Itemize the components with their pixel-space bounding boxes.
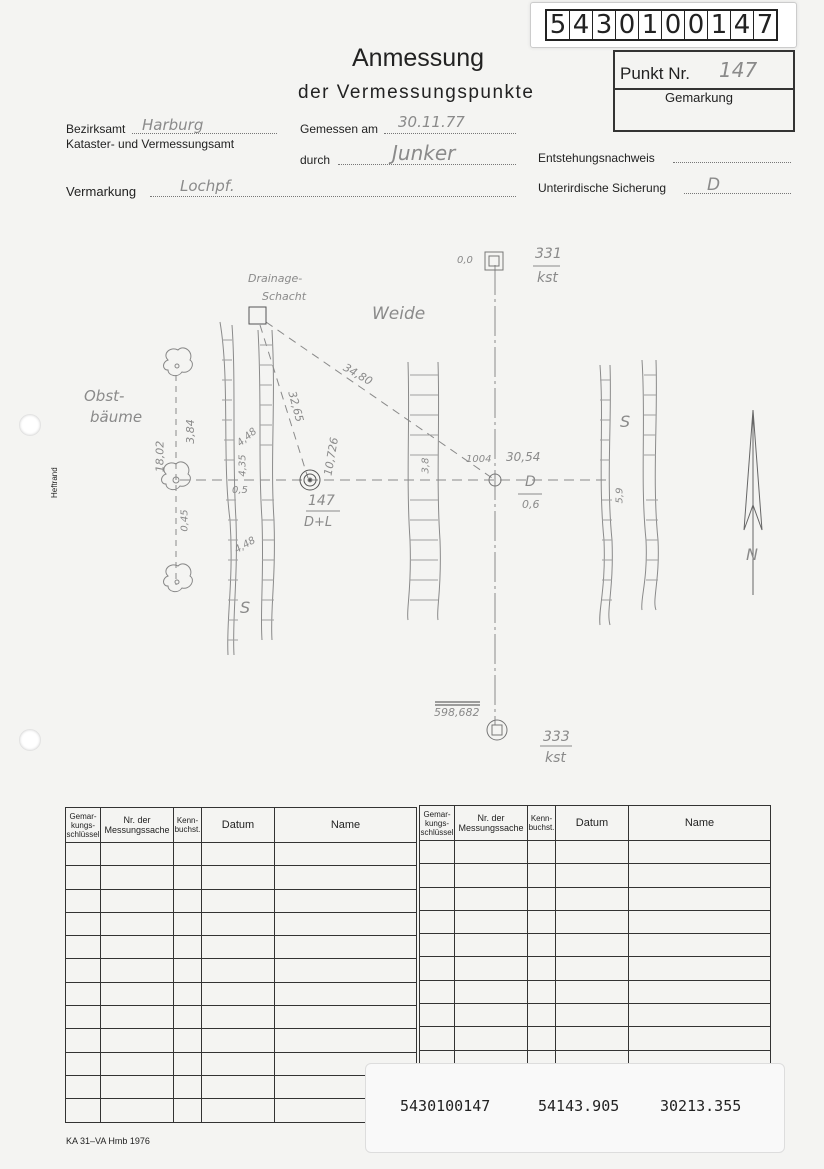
durch-label: durch: [300, 153, 331, 167]
table-cell[interactable]: [101, 982, 174, 1005]
c-top-label: 0,0: [457, 255, 473, 266]
table-cell[interactable]: [629, 957, 771, 980]
table-cell[interactable]: [275, 912, 417, 935]
table-cell[interactable]: [528, 934, 556, 957]
page-title: Anmessung: [352, 44, 485, 72]
table-cell[interactable]: [556, 980, 629, 1003]
table-cell[interactable]: [66, 936, 101, 959]
table-cell[interactable]: [420, 1004, 455, 1027]
table-cell[interactable]: [556, 1027, 629, 1050]
table-cell[interactable]: [202, 936, 275, 959]
table-cell[interactable]: [174, 866, 202, 889]
table-cell[interactable]: [455, 957, 528, 980]
table-cell[interactable]: [174, 1006, 202, 1029]
obst-label-2: bäume: [90, 408, 143, 426]
ditch-center-b: [438, 362, 441, 620]
table-row: [66, 1099, 417, 1122]
s-label-right: S: [620, 412, 631, 431]
table-cell[interactable]: [629, 934, 771, 957]
id-digit: 3: [593, 11, 616, 39]
table-cell[interactable]: [275, 866, 417, 889]
table-cell[interactable]: [174, 1099, 202, 1122]
ditch-left-a: [220, 322, 231, 655]
table-cell[interactable]: [174, 936, 202, 959]
table-cell[interactable]: [556, 934, 629, 957]
table-cell[interactable]: [66, 1006, 101, 1029]
table-row: [66, 1075, 417, 1098]
coord-x: 54143.905: [538, 1097, 620, 1115]
coordinate-label: [365, 1063, 785, 1153]
gemessen-value: 30.11.77: [398, 113, 465, 131]
north-label: N: [746, 545, 758, 564]
table-cell[interactable]: [174, 982, 202, 1005]
table-row: [66, 1006, 417, 1029]
table-cell[interactable]: [556, 1004, 629, 1027]
point-331-symbol: [485, 252, 503, 270]
table-cell[interactable]: [174, 959, 202, 982]
table-cell[interactable]: [202, 843, 275, 866]
table-cell[interactable]: [202, 866, 275, 889]
table-cell[interactable]: [528, 887, 556, 910]
table-cell[interactable]: [420, 864, 455, 887]
table-cell[interactable]: [455, 910, 528, 933]
table-cell[interactable]: [101, 1006, 174, 1029]
ditch-center-a: [408, 362, 411, 620]
col-datum: Datum: [202, 808, 275, 843]
dist-435: 4,35: [237, 454, 249, 477]
dist-1004: 1004: [466, 454, 492, 465]
form-footer: KA 31–VA Hmb 1976: [66, 1136, 150, 1146]
table-cell[interactable]: [455, 841, 528, 864]
point-147-sub: D+L: [304, 515, 333, 530]
table-cell[interactable]: [420, 1027, 455, 1050]
table-cell[interactable]: [101, 889, 174, 912]
table-cell[interactable]: [528, 957, 556, 980]
table-cell[interactable]: [66, 843, 101, 866]
table-cell[interactable]: [455, 1004, 528, 1027]
table-cell[interactable]: [66, 866, 101, 889]
table-cell[interactable]: [101, 959, 174, 982]
table-row: [420, 910, 771, 933]
table-cell[interactable]: [420, 980, 455, 1003]
point-331-label: 331: [535, 246, 562, 262]
tree-icon: [164, 564, 193, 592]
id-digit: 7: [756, 10, 774, 40]
table-cell[interactable]: [202, 1099, 275, 1122]
id-digit: 0: [616, 11, 639, 39]
table-cell[interactable]: [275, 843, 417, 866]
ditch-far-b: [655, 360, 658, 610]
dist-448b: 4,48: [232, 535, 258, 556]
table-cell[interactable]: [528, 1027, 556, 1050]
table-row: [66, 982, 417, 1005]
col-kennbuchst: Kenn- buchst.: [528, 806, 556, 841]
coord-number: 5430100147: [400, 1097, 491, 1115]
table-cell[interactable]: [174, 889, 202, 912]
table-cell[interactable]: [275, 982, 417, 1005]
table-cell[interactable]: [629, 841, 771, 864]
table-cell[interactable]: [420, 841, 455, 864]
id-digit: 0: [662, 11, 685, 39]
table-cell[interactable]: [202, 959, 275, 982]
table-cell[interactable]: [101, 936, 174, 959]
table-cell[interactable]: [174, 843, 202, 866]
table-cell[interactable]: [202, 1029, 275, 1052]
dist-bottom: 598,682: [434, 706, 480, 719]
table-row: [66, 1029, 417, 1052]
col-datum: Datum: [556, 806, 629, 841]
table-cell[interactable]: [420, 957, 455, 980]
table-cell[interactable]: [556, 864, 629, 887]
id-digit: 0: [685, 11, 708, 39]
table-cell[interactable]: [174, 1052, 202, 1075]
drainage-label-2: Schacht: [262, 290, 307, 303]
tree-icon: [164, 348, 193, 376]
point-333-sub: kst: [545, 750, 566, 766]
table-cell[interactable]: [275, 936, 417, 959]
page-subtitle: der Vermessungspunkte: [298, 82, 535, 103]
table-cell[interactable]: [202, 1075, 275, 1098]
table-cell[interactable]: [455, 1027, 528, 1050]
table-row: [66, 912, 417, 935]
table-cell[interactable]: [66, 889, 101, 912]
dist-1802: 18,02: [153, 440, 167, 473]
table-cell[interactable]: [528, 980, 556, 1003]
point-331-sub: kst: [537, 270, 558, 286]
table-cell[interactable]: [66, 982, 101, 1005]
table-cell[interactable]: [202, 1052, 275, 1075]
kataster-label: Kataster- und Vermessungsamt: [66, 137, 235, 151]
table-cell[interactable]: [174, 912, 202, 935]
gemarkung-label: Gemarkung: [665, 90, 733, 105]
entstehung-label: Entstehungsnachweis: [538, 151, 655, 165]
table-cell[interactable]: [174, 1029, 202, 1052]
dist-384: 3,84: [183, 419, 197, 444]
table-cell[interactable]: [528, 864, 556, 887]
table-row: [420, 864, 771, 887]
id-digit: 1: [639, 11, 662, 39]
ditch-hatches: [222, 340, 658, 640]
drainage-label-1: Drainage-: [248, 272, 303, 285]
unterird-value: D: [707, 175, 721, 195]
unterird-label: Unterirdische Sicherung: [538, 181, 667, 195]
table-cell[interactable]: [629, 910, 771, 933]
bezirksamt-label: Bezirksamt: [66, 122, 126, 136]
table-row: [420, 934, 771, 957]
table-cell[interactable]: [101, 1075, 174, 1098]
col-nr-messungssache: Nr. der Messungssache: [101, 808, 174, 843]
table-cell[interactable]: [455, 934, 528, 957]
dist-0s: 0,5: [232, 485, 248, 496]
table-cell[interactable]: [202, 912, 275, 935]
table-cell[interactable]: [202, 1006, 275, 1029]
coord-y: 30213.355: [660, 1097, 742, 1115]
north-arrow-icon: [744, 410, 762, 595]
table-row: [420, 1027, 771, 1050]
table-cell[interactable]: [629, 887, 771, 910]
table-cell[interactable]: [420, 910, 455, 933]
table-cell[interactable]: [202, 982, 275, 1005]
table-cell[interactable]: [101, 866, 174, 889]
table-cell[interactable]: [528, 1004, 556, 1027]
table-cell[interactable]: [66, 1075, 101, 1098]
id-digit: 4: [570, 11, 593, 39]
table-cell[interactable]: [556, 910, 629, 933]
table-row: [66, 843, 417, 866]
vermarkung-label: Vermarkung: [66, 184, 137, 199]
table-row: [66, 1052, 417, 1075]
table-row: [66, 889, 417, 912]
point-333-symbol: [487, 720, 507, 740]
dist-3480: 34,80: [340, 360, 375, 389]
gemessen-label: Gemessen am: [300, 122, 379, 136]
drainage-shaft-symbol: [249, 307, 266, 324]
table-cell[interactable]: [528, 910, 556, 933]
table-cell[interactable]: [528, 841, 556, 864]
table-cell[interactable]: [556, 841, 629, 864]
table-cell[interactable]: [101, 843, 174, 866]
punkt-value: 147: [719, 58, 758, 82]
table-row: [66, 866, 417, 889]
table-cell[interactable]: [455, 887, 528, 910]
dist-045: 0,45: [179, 509, 191, 532]
col-gemarkung: Gemar- kungs- schlüssel: [66, 808, 101, 843]
dist-10726: 10,726: [321, 436, 341, 477]
table-cell[interactable]: [66, 959, 101, 982]
weide-label: Weide: [372, 304, 426, 324]
table-cell[interactable]: [275, 959, 417, 982]
center-d-label: D: [525, 474, 536, 490]
id-digit: 4: [731, 11, 754, 39]
point-333-label: 333: [543, 729, 570, 745]
col-kennbuchst: Kenn- buchst.: [174, 808, 202, 843]
table-row: [66, 936, 417, 959]
table-cell[interactable]: [455, 864, 528, 887]
ditch-right-b: [609, 365, 612, 625]
bezirksamt-value: Harburg: [142, 116, 204, 134]
dist-3265: 32,65: [285, 389, 307, 424]
table-cell[interactable]: [420, 934, 455, 957]
table-cell[interactable]: [66, 1052, 101, 1075]
table-cell[interactable]: [556, 887, 629, 910]
table-cell[interactable]: [202, 889, 275, 912]
table-cell[interactable]: [174, 1075, 202, 1098]
table-cell[interactable]: [66, 1099, 101, 1122]
obst-label-1: Obst-: [84, 387, 125, 405]
heftrand-label: Heftrand: [50, 467, 59, 498]
table-row: [66, 959, 417, 982]
table-cell[interactable]: [101, 1099, 174, 1122]
table-cell[interactable]: [101, 1052, 174, 1075]
punkt-label: Punkt Nr.: [620, 64, 690, 83]
table-cell[interactable]: [275, 1006, 417, 1029]
table-row: [420, 841, 771, 864]
durch-value: Junker: [392, 141, 456, 165]
table-row: [420, 957, 771, 980]
ditch-mid-b: [272, 330, 275, 640]
table-cell[interactable]: [556, 957, 629, 980]
table-row: [420, 1004, 771, 1027]
table-cell[interactable]: [275, 1029, 417, 1052]
dist-38: 3,8: [420, 457, 432, 474]
table-cell[interactable]: [629, 1004, 771, 1027]
vermarkung-value: Lochpf.: [180, 177, 235, 195]
table-cell[interactable]: [629, 1027, 771, 1050]
dist-448a: 4,48: [235, 426, 260, 449]
ditch-mid-a: [258, 330, 263, 640]
table-cell[interactable]: [629, 864, 771, 887]
id-digit: 5: [547, 11, 570, 39]
dist-59: 5,9: [614, 487, 626, 504]
table-cell[interactable]: [66, 912, 101, 935]
col-nr-messungssache: Nr. der Messungssache: [455, 806, 528, 841]
table-cell[interactable]: [275, 889, 417, 912]
table-cell[interactable]: [101, 1029, 174, 1052]
s-label-left: S: [240, 598, 251, 617]
table-cell[interactable]: [420, 887, 455, 910]
col-name: Name: [629, 806, 771, 841]
point-147-label: 147: [308, 493, 335, 509]
ditch-far-a: [642, 360, 647, 610]
table-cell[interactable]: [455, 980, 528, 1003]
dist-3054: 30,54: [506, 450, 541, 464]
col-name: Name: [275, 808, 417, 843]
table-row: [420, 887, 771, 910]
col-gemarkung: Gemar- kungs- schlüssel: [420, 806, 455, 841]
ditch-right-a: [600, 365, 605, 625]
table-cell[interactable]: [629, 980, 771, 1003]
table-row: [420, 980, 771, 1003]
center-val-label: 0,6: [522, 498, 540, 511]
table-cell[interactable]: [101, 912, 174, 935]
id-digit: 1: [708, 11, 731, 39]
table-cell[interactable]: [66, 1029, 101, 1052]
